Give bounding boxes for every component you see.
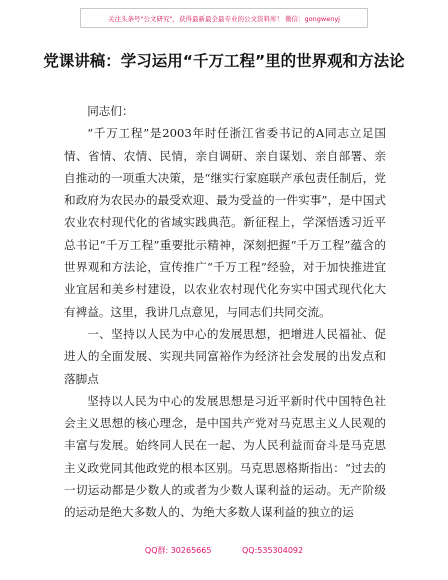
footer-contact [0,545,448,556]
paragraph-intro: “千万工程”是2003年时任浙江省委书记的A同志立足国情、省情、农情、民情，亲自调研、亲自谋划、亲自部署、亲自推动的一项重大决策，是“继实行家庭联产承包责任制后，党和政府为农民办的最受欢迎、最为受益的一件实事”，是中国式农业农村现代化的省域实践典范。新征程上，学深悟透习近平总书记“千万工程”重要批示精神，深刻把握“千万工程”蕴含的世界观和方法论，宣传推广“千万工程”经验，对于加快推进宜业宜居和美乡村建设，以农业农村现代化夯实中国式现代化大有裨益。这里，我讲几点意见，与同志们共同交流。 [64,126,386,319]
header-banner: 关注头条号"公文研究"，获得最新最全最专业的公文资料库！ 微信：gongwenyj [80,8,368,28]
document-title: 党课讲稿：学习运用“千万工程”里的世界观和方法论 [43,52,405,70]
greeting: 同志们： [87,104,134,118]
document-body [64,100,386,524]
footer-qq-group: QQ群: 30265665 [144,546,212,555]
paragraph-section-1: 坚持以人民为中心的发展思想是习近平新时代中国特色社会主义思想的核心理念，是中国共产党对马克思主义人民观的丰富与发展。始终同人民在一起、为人民利益而奋斗是马克思主义政党同其他政党的根本区别。马克思恩格斯指出：“过去的一切运动都是少数人的或者为少数人谋利益的运动。无产阶级的运动是绝大多数人的、为绝大多数人谋利益的独立的运 [64,393,386,520]
footer-qq: QQ:535304092 [242,546,304,555]
section-heading-1: 一、坚持以人民为中心的发展思想，把增进人民福祉、促进人的全面发展、实现共同富裕作为经济社会发展的出发点和落脚点 [64,326,386,386]
